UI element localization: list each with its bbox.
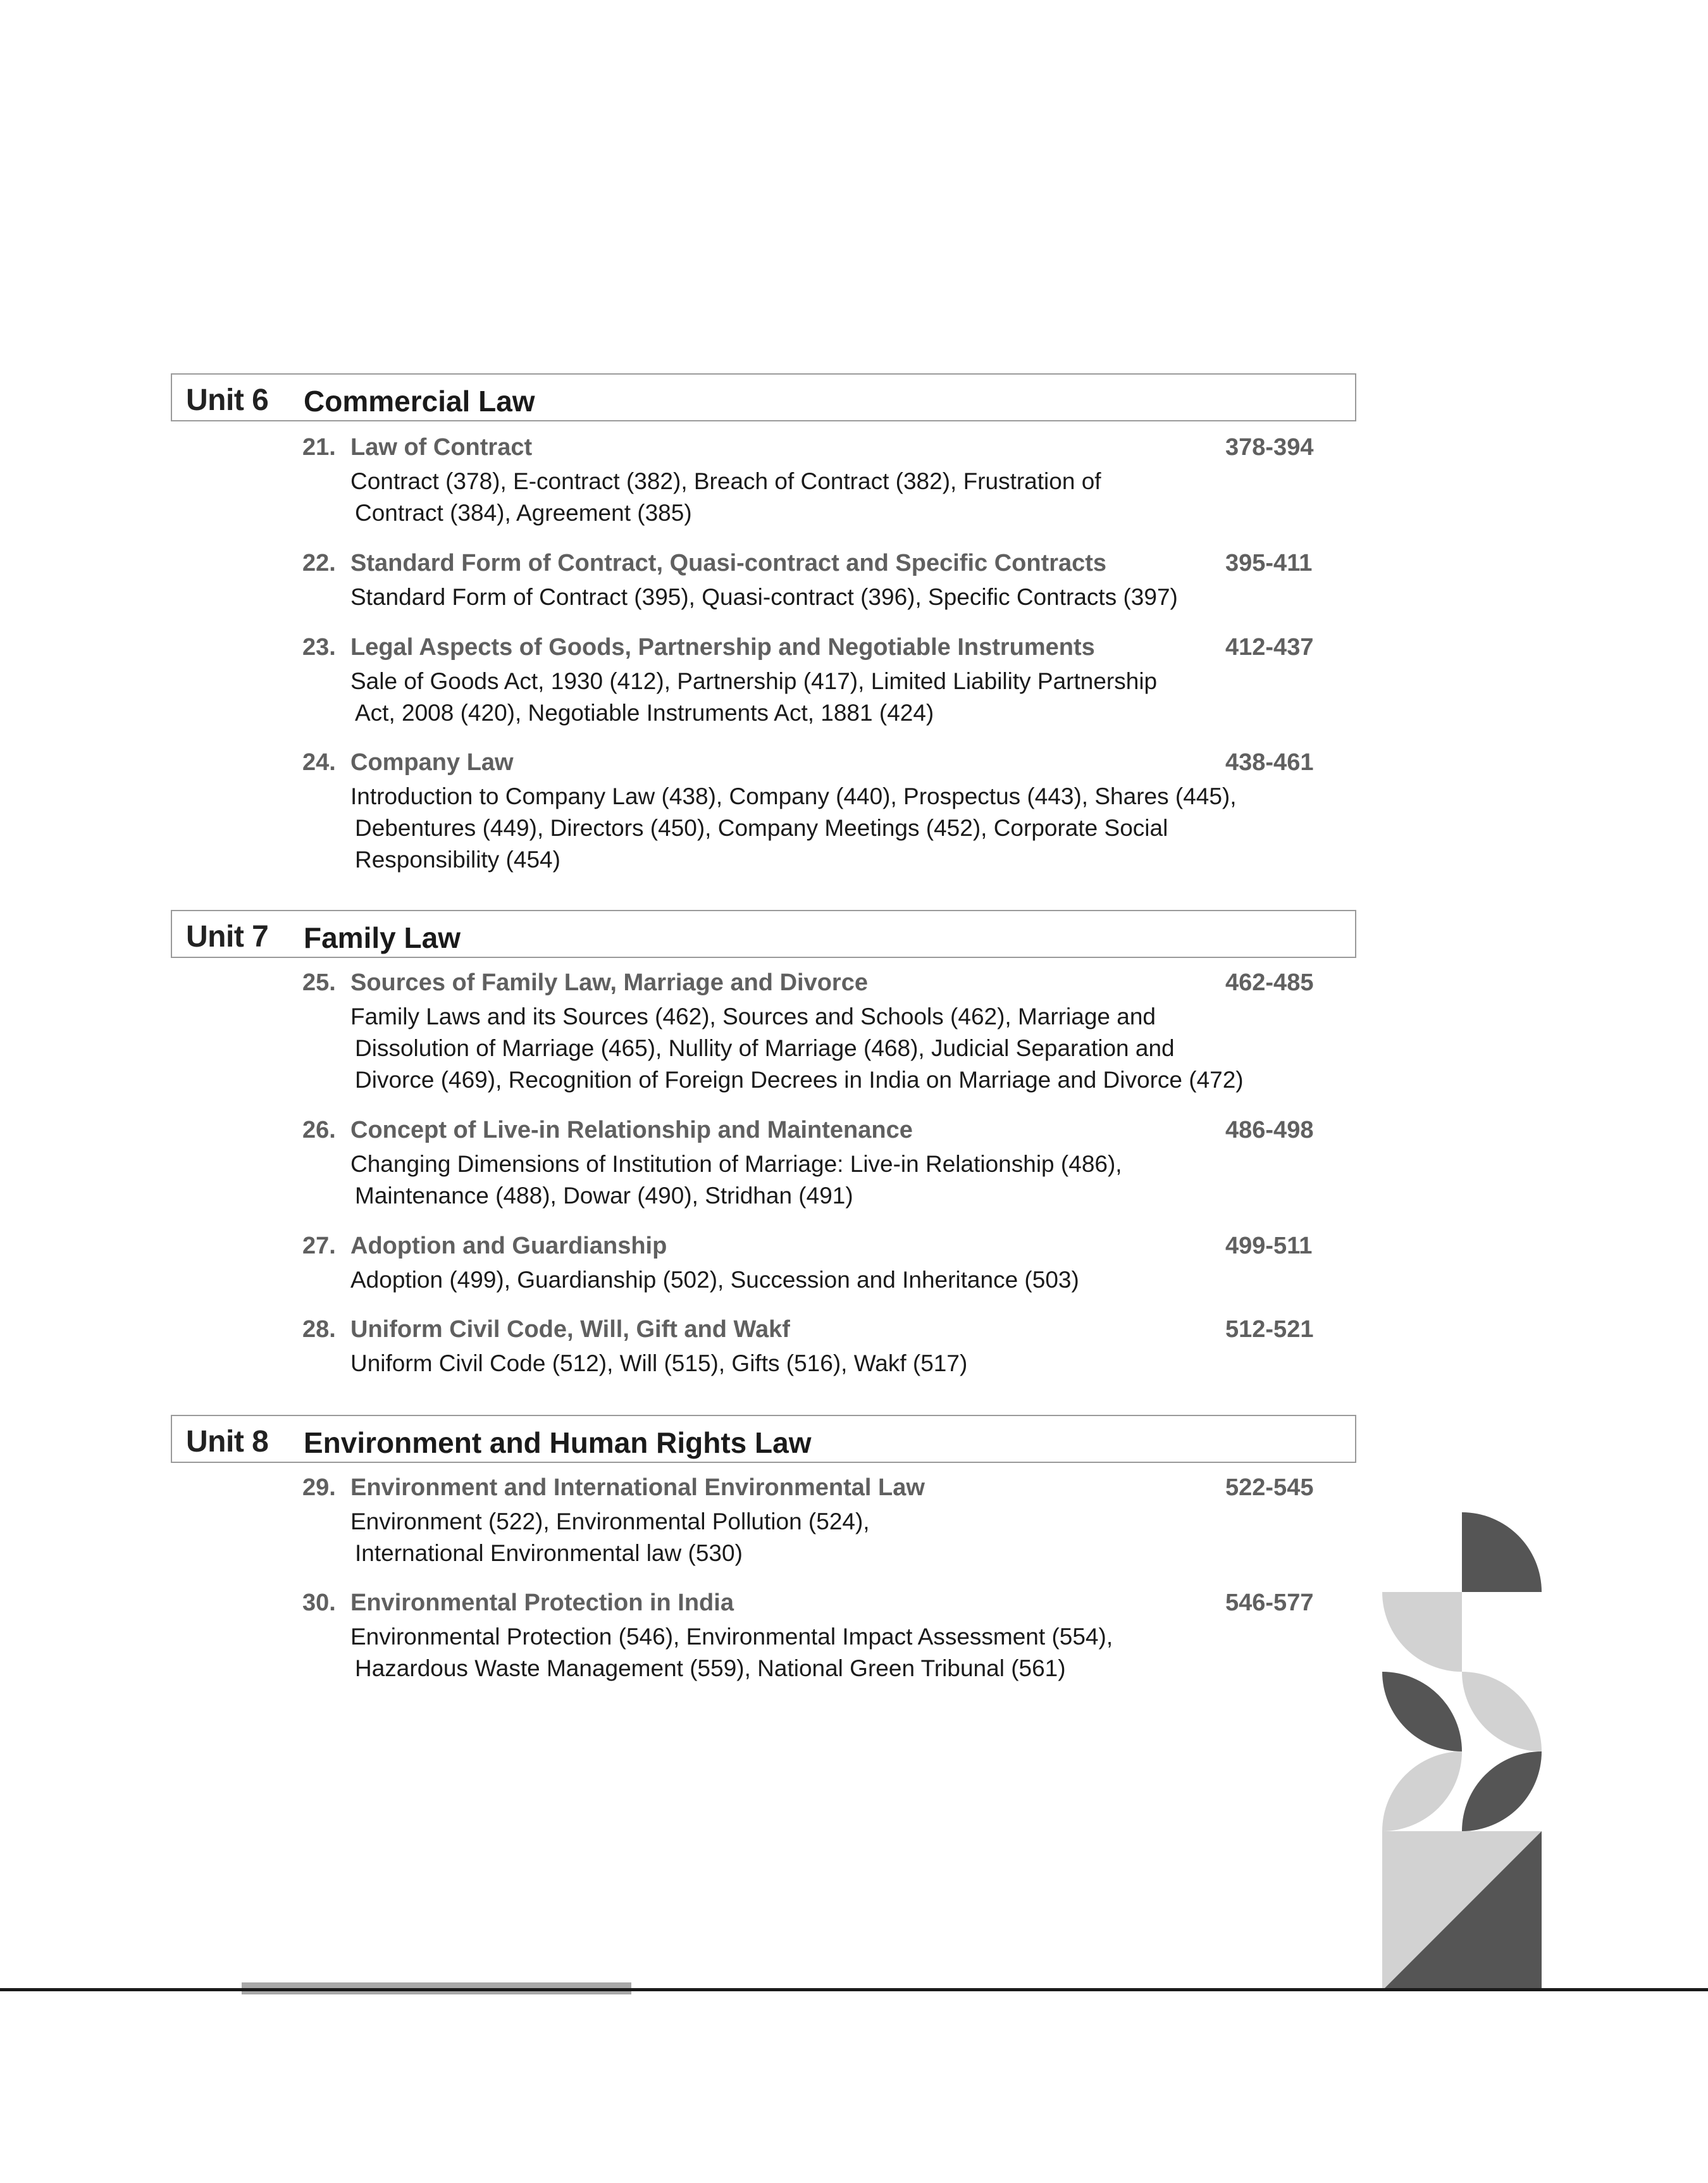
- footer-rule: [0, 1988, 1708, 1991]
- unit-label: Unit 8: [186, 1425, 269, 1458]
- chapter-title: Environmental Protection in India: [350, 1589, 734, 1616]
- topic-line: Uniform Civil Code (512), Will (515), Gifts (516), Wakf (517): [350, 1350, 968, 1376]
- chapter-topics: [350, 1264, 1299, 1296]
- leaf-light-right: [1462, 1672, 1542, 1751]
- chapter-title: Concept of Live-in Relationship and Maintenance: [350, 1117, 913, 1143]
- topic-line: Standard Form of Contract (395), Quasi-contract (396), Specific Contracts (397): [350, 584, 1178, 610]
- chapter-number: 29.: [302, 1474, 336, 1501]
- chapter-title: Adoption and Guardianship: [350, 1233, 667, 1259]
- chapter-title: Environment and International Environmental Law: [350, 1474, 925, 1501]
- topic-line: Changing Dimensions of Institution of Marriage: Live-in Relationship (486),: [350, 1151, 1122, 1177]
- chapter-pages: 438-461: [1225, 749, 1314, 776]
- quarter-circle-light: [1382, 1592, 1462, 1672]
- unit-title: Commercial Law: [304, 385, 535, 418]
- chapter-topics: [350, 1148, 1299, 1212]
- chapter-pages: 522-545: [1225, 1474, 1314, 1501]
- chapter-topics: [350, 1621, 1299, 1684]
- chapter-pages: 512-521: [1225, 1316, 1314, 1343]
- unit-6-header: [171, 373, 1356, 421]
- chapter-topics: [350, 582, 1299, 613]
- topic-line: Introduction to Company Law (438), Company (440), Prospectus (443), Shares (445),: [350, 783, 1237, 809]
- chapter-number: 25.: [302, 969, 336, 996]
- chapter-number: 22.: [302, 550, 336, 576]
- topic-line: Environmental Protection (546), Environmental Impact Assessment (554),: [350, 1624, 1113, 1650]
- chapter-number: 26.: [302, 1117, 336, 1143]
- topic-line: Environment (522), Environmental Pollution (524),: [350, 1508, 870, 1534]
- chapter-topics: [350, 781, 1299, 876]
- topic-line: Maintenance (488), Dowar (490), Stridhan (491): [355, 1183, 853, 1209]
- topic-line: Sale of Goods Act, 1930 (412), Partnership (417), Limited Liability Partnership: [350, 668, 1158, 694]
- chapter-topics: [350, 1506, 1299, 1569]
- topic-line: Divorce (469), Recognition of Foreign Decrees in India on Marriage and Divorce (472): [355, 1067, 1244, 1093]
- topic-line: Debentures (449), Directors (450), Company Meetings (452), Corporate Social: [355, 815, 1168, 841]
- chapter-topics: [350, 666, 1299, 729]
- chapter-title: Legal Aspects of Goods, Partnership and Negotiable Instruments: [350, 634, 1095, 661]
- leaf-light-left: [1382, 1751, 1462, 1831]
- chapter-title: Uniform Civil Code, Will, Gift and Wakf: [350, 1316, 790, 1343]
- chapter-pages: 395-411: [1225, 550, 1313, 576]
- chapter-topics: [350, 1348, 1299, 1379]
- chapter-pages: 486-498: [1225, 1117, 1314, 1143]
- unit-title: Family Law: [304, 921, 461, 954]
- chapter-pages: 546-577: [1225, 1589, 1314, 1616]
- chapter-topics: [350, 466, 1299, 529]
- chapter-number: 21.: [302, 434, 336, 461]
- geometric-ornament: [1382, 1512, 1542, 1991]
- chapter-title: Sources of Family Law, Marriage and Divorce: [350, 969, 868, 996]
- topic-line: Act, 2008 (420), Negotiable Instruments Act, 1881 (424): [355, 700, 934, 726]
- chapter-title: Company Law: [350, 749, 514, 776]
- chapter-title: Standard Form of Contract, Quasi-contract and Specific Contracts: [350, 550, 1107, 576]
- unit-8-header: [171, 1415, 1356, 1463]
- topic-line: International Environmental law (530): [355, 1540, 743, 1566]
- chapter-number: 23.: [302, 634, 336, 661]
- topic-line: Adoption (499), Guardianship (502), Succession and Inheritance (503): [350, 1267, 1079, 1293]
- topic-line: Hazardous Waste Management (559), National Green Tribunal (561): [355, 1655, 1066, 1681]
- chapter-pages: 378-394: [1225, 434, 1314, 461]
- chapter-number: 27.: [302, 1233, 336, 1259]
- quarter-circle-dark: [1462, 1512, 1542, 1592]
- topic-line: Dissolution of Marriage (465), Nullity of Marriage (468), Judicial Separation and: [355, 1035, 1175, 1061]
- chapter-topics: [350, 1001, 1299, 1096]
- chapter-number: 28.: [302, 1316, 336, 1343]
- leaf-dark-left: [1382, 1672, 1462, 1751]
- chapter-pages: 412-437: [1225, 634, 1314, 661]
- chapter-pages: 499-511: [1225, 1233, 1313, 1259]
- chapter-number: 30.: [302, 1589, 336, 1616]
- unit-7-header: [171, 910, 1356, 958]
- topic-line: Family Laws and its Sources (462), Sources and Schools (462), Marriage and: [350, 1004, 1156, 1029]
- chapter-pages: 462-485: [1225, 969, 1314, 996]
- chapter-number: 24.: [302, 749, 336, 776]
- chapter-title: Law of Contract: [350, 434, 533, 461]
- unit-label: Unit 6: [186, 383, 269, 417]
- topic-line: Contract (384), Agreement (385): [355, 500, 692, 526]
- unit-label: Unit 7: [186, 920, 269, 954]
- topic-line: Contract (378), E-contract (382), Breach of Contract (382), Frustration of: [350, 468, 1101, 494]
- leaf-dark-right: [1462, 1751, 1542, 1831]
- topic-line: Responsibility (454): [355, 847, 560, 873]
- unit-title: Environment and Human Rights Law: [304, 1426, 812, 1459]
